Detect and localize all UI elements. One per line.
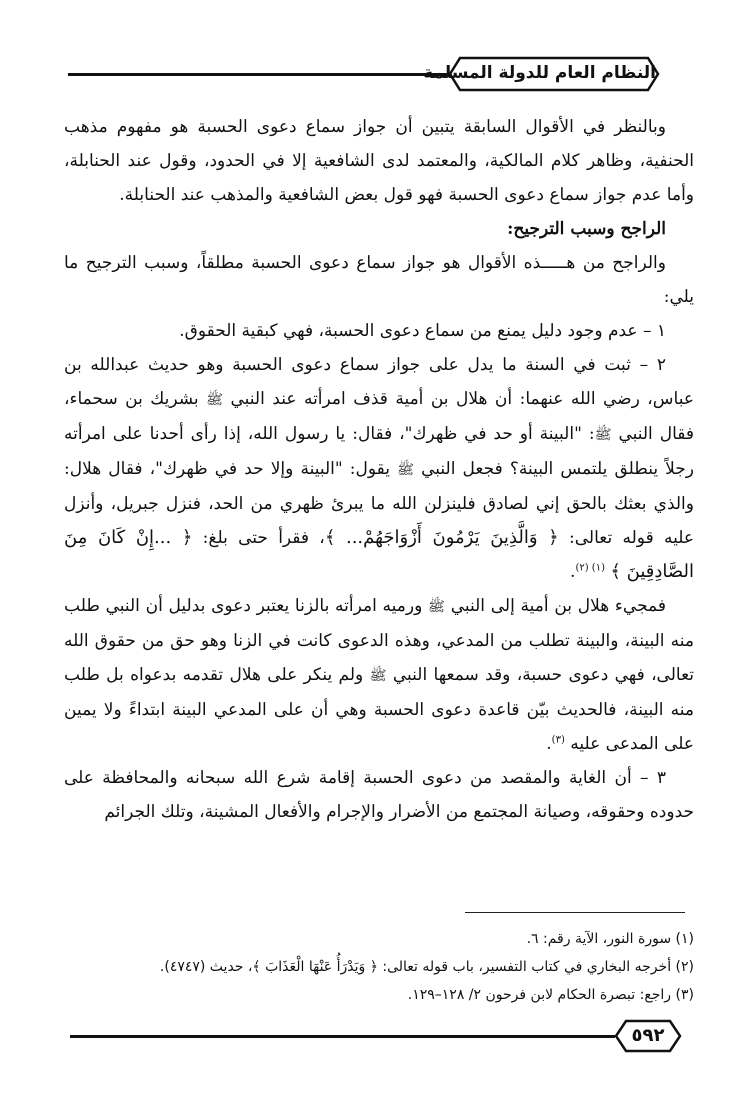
salutation-symbol: ﷺ — [428, 599, 445, 615]
list-text: ، فقرأ حتى بلغ: — [202, 528, 325, 548]
footnote-quran: ﴿ وَيَدْرَأُ عَنْهَا الْعَذَابَ ﴾ — [252, 959, 378, 975]
paragraph-text: فمجيء هلال بن أمية إلى النبي — [450, 596, 667, 616]
quran-verse: ﴿ وَالَّذِينَ يَرْمُونَ أَزْوَاجَهُمْ... ﴾ — [324, 527, 559, 548]
footnote-text: ، حديث (٤٧٤٧). — [159, 959, 253, 975]
list-text: يقول: "البينة وإلا حد في ظهرك"، فقال هلال: والذي بعثك بالحق إني لصادق فلينزلن الله ما يبرئ ظهري من الحد، فنزل جبريل، وأنزل عليه قوله تعالى: — [64, 459, 695, 548]
list-number: ٢ – — [639, 355, 667, 375]
main-text — [64, 110, 694, 829]
paragraph-summary: وبالنظر في الأقوال السابقة يتبين أن جواز سماع دعوى الحسبة هو مفهوم مذهب الحنفية، وظاهر كلام المالكية، والمعتمد لدى الشافعية إلا في الحدود، وقول عند الحنابلة، وأما عدم جواز سماع دعوى الحسبة فهو قول بعض الشافعية والمذهب عند الحنابلة. — [64, 117, 694, 205]
footnotes — [64, 925, 694, 1009]
list-text: أن الغاية والمقصد من دعوى الحسبة إقامة شرع الله سبحانه والمحافظة على حدوده وحقوقه، وصيانة المجتمع من الأضرار والإجرام والأفعال المشينة، وتلك الجرائم — [64, 768, 694, 822]
footnote-3 — [64, 981, 694, 1009]
footnote-number: (٣) — [675, 987, 694, 1003]
footer-rule — [70, 1035, 615, 1038]
list-item-1 — [64, 314, 694, 348]
list-number: ١ – — [642, 321, 666, 341]
list-text: عدم وجود دليل يمنع من سماع دعوى الحسبة، فهي كبقية الحقوق. — [179, 321, 638, 341]
section-heading: الراجح وسبب الترجيح: — [507, 219, 666, 239]
footnote-text: راجع: تبصرة الحكام لابن فرحون ٢/ ١٢٨–١٢٩. — [407, 987, 672, 1003]
paragraph-preference: والراجح من هـــــذه الأقوال هو جواز سماع دعوى الحسبة مطلقاً، وسبب الترجيح ما يلي: — [64, 253, 694, 307]
footnote-separator — [465, 912, 685, 913]
salutation-symbol: ﷺ — [594, 427, 612, 443]
paragraph-text: ولم ينكر على هلال تقدمه بدعواه بل طلب منه البينة، فالحديث بيّن قاعدة دعوى الحسبة وهي أن على المدعي البينة ابتداءً ولا يمين على المدعى عليه — [64, 665, 694, 754]
paragraph-analysis: فمجيء هلال بن أمية إلى النبي ﷺ ورميه امرأته بالزنا يعتبر دعوى بدليل أن النبي طلب منه البينة، والبينة تطلب من المدعي، وهذه الدعوى كانت في الزنا وهو حق من حقوق الله تعالى، فهي دعوى حسبة، وقد سمعها النبي ﷺ ولم ينكر على هلال تقدمه بدعواه بل طلب منه البينة، فالحديث بيّن قاعدة دعوى الحسبة وهي أن على المدعي البينة ابتداءً ولا يمين على المدعى عليه $^{(٣)}$. — [64, 596, 695, 754]
salutation-symbol: ﷺ — [397, 462, 415, 478]
quran-verse: ﴿ ...إِنْ كَانَ مِنَ الصَّادِقِينَ ﴾ — [64, 527, 694, 582]
page-number: ٥٩٢ — [631, 1025, 665, 1046]
paragraph-text: ورميه امرأته بالزنا يعتبر دعوى بدليل أن النبي طلب منه البينة، والبينة تطلب من المدعي، وهذه الدعوى كانت في الزنا وهو حق من حقوق الله تعالى، فهي دعوى حسبة، وقد سمعها النبي — [64, 596, 695, 685]
header-rule — [68, 73, 448, 76]
list-text: : "البينة أو حد في ظهرك"، فقال: يا رسول الله، إذا رأى أحدنا على امرأته رجلاً ينطلق يلتمس البينة؟ فجعل النبي — [64, 424, 695, 479]
footnote-1 — [64, 925, 694, 953]
footnote-number: (١) — [675, 931, 694, 947]
list-item-3 — [64, 761, 694, 829]
footnote-reference: (٣) — [551, 734, 565, 746]
list-text: ثبت في السنة ما يدل على جواز سماع دعوى الحسبة وهو حديث عبدالله بن عباس، رضي الله عنهما: أن هلال بن أمية قذف امرأته عند النبي — [64, 355, 694, 409]
footnote-text: أخرجه البخاري في كتاب التفسير، باب قوله تعالى: — [382, 959, 672, 975]
footnote-number: (٢) — [675, 959, 694, 975]
footnote-2 — [64, 953, 694, 981]
salutation-symbol: ﷺ — [206, 392, 224, 408]
footnote-reference: (١) (٢) — [575, 562, 605, 574]
salutation-symbol: ﷺ — [369, 668, 387, 684]
list-item-2: ٢ – ثبت في السنة ما يدل على جواز سماع دعوى الحسبة وهو حديث عبدالله بن عباس، رضي الله عنهما: أن هلال بن أمية قذف امرأته عند النبي ﷺ بشريك بن سحماء، فقال النبي ﷺ: "البينة أو حد في ظهرك"، فقال: يا رسول الله، إذا رأى أحدنا على امرأته رجلاً ينطلق يلتمس البينة؟ فجعل النبي ﷺ يقول: "البينة وإلا حد في ظهرك"، فقال هلال: والذي بعثك بالحق إني لصادق فلينزلن الله ما يبرئ ظهري من الحد، فنزل جبريل، وأنزل عليه قوله تعالى: ﴿ وَالَّذِينَ يَرْمُونَ أَزْوَاجَهُمْ... ﴾، فقرأ حتى بلغ: ﴿ ...إِنْ كَانَ مِنَ الصَّادِقِينَ ﴾ $^{(١) (٢)}$. — [64, 355, 695, 582]
list-text: بشريك بن سحماء، فقال النبي — [64, 389, 694, 444]
footnote-text: سورة النور، الآية رقم: ٦. — [526, 931, 672, 947]
running-header-title: النظام العام للدولة المسلمة — [423, 63, 656, 83]
list-number: ٣ – — [640, 768, 666, 788]
